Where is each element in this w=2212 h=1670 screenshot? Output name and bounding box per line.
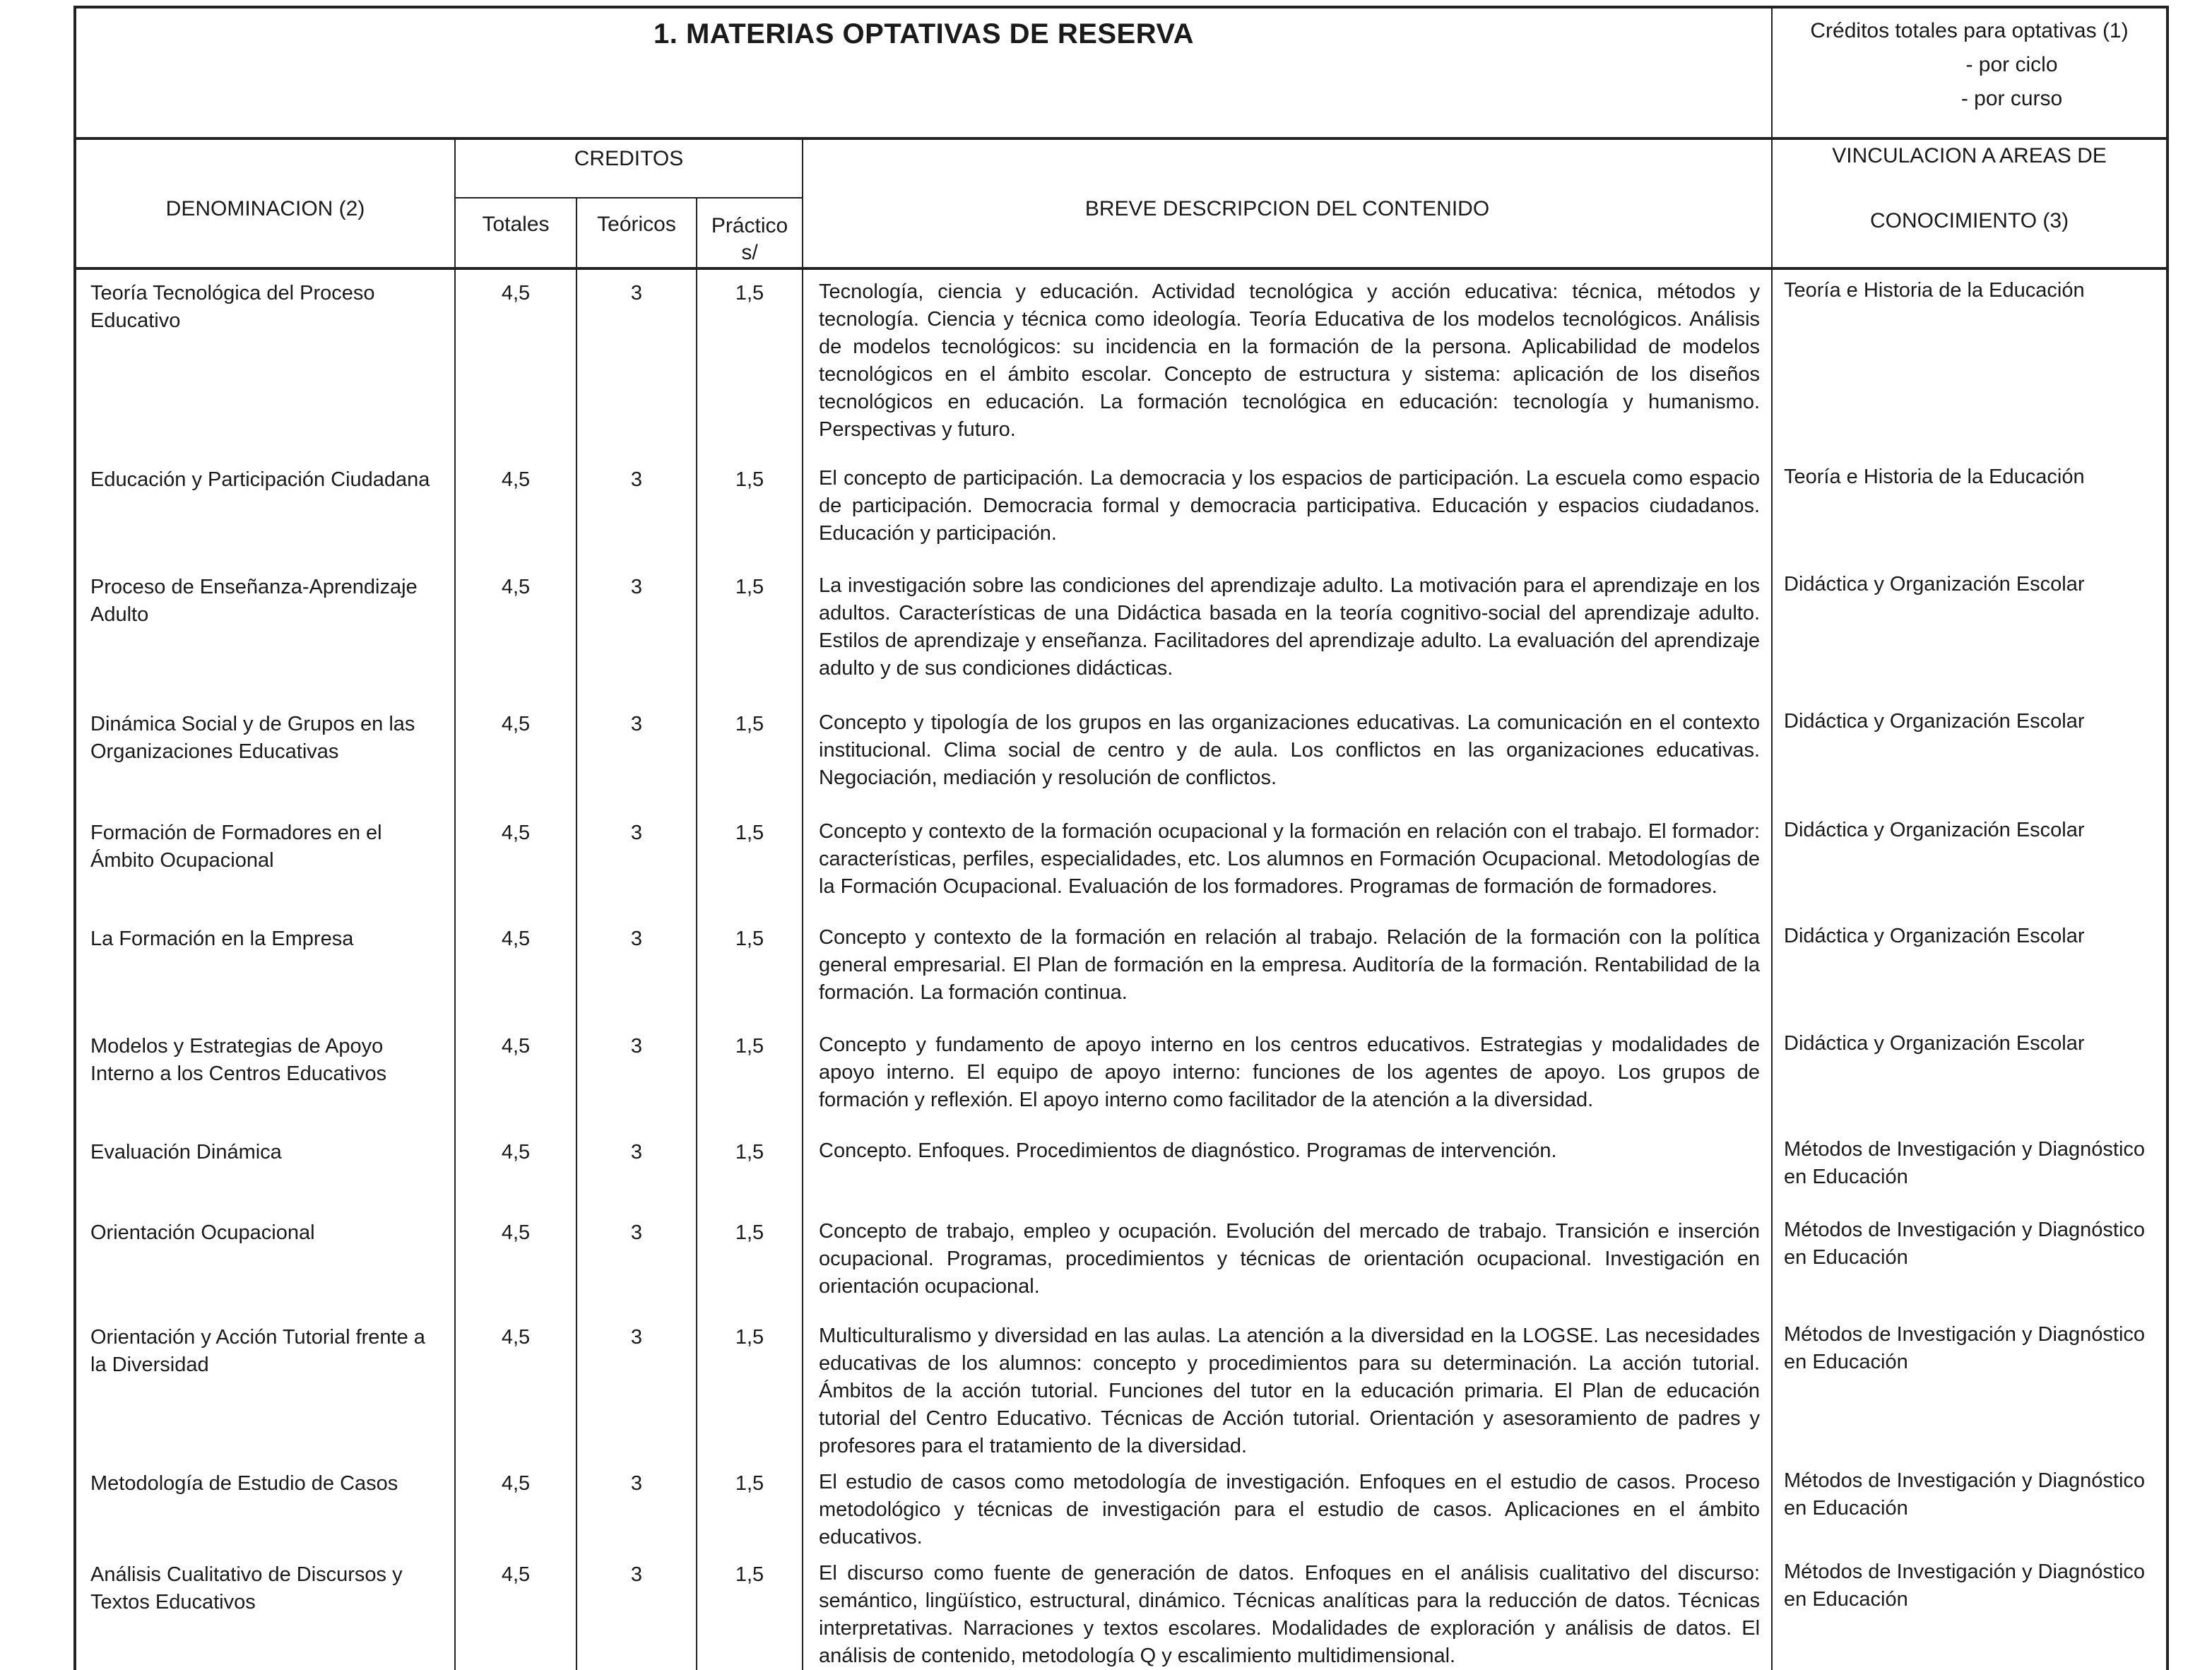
credits-total: 4,5 <box>455 1129 576 1209</box>
knowledge-area: Didáctica y Organización Escolar <box>1772 1023 2167 1129</box>
table-row <box>75 1023 2167 1129</box>
subject-name: Formación de Formadores en el Ámbito Ocupacional <box>75 810 455 916</box>
col-teoricos: Teóricos <box>576 198 697 268</box>
per-course-label: - por curso <box>1960 87 2063 110</box>
subject-name: Dinámica Social y de Grupos en las Organizaciones Educativas <box>75 701 455 810</box>
knowledge-area: Teoría e Historia de la Educación <box>1772 268 2167 456</box>
credits-theory: 3 <box>576 1551 697 1670</box>
credits-total: 4,5 <box>455 268 576 456</box>
col-vinculacion-line1: VINCULACION A AREAS DE <box>1832 144 2107 167</box>
knowledge-area: Métodos de Investigación y Diagnóstico en Educación <box>1772 1129 2167 1209</box>
content-description: Concepto y tipología de los grupos en las organizaciones educativas. La comunicación en el contexto institucional. Clima social de centro y de aula. Los conflictos en las organizaciones educativas. Negociación, mediación y resolución de conflictos. <box>803 701 1772 810</box>
subject-name: Metodología de Estudio de Casos <box>75 1460 455 1551</box>
credits-practice: 1,5 <box>697 456 803 564</box>
col-practicos: Práctico s/ <box>697 198 803 268</box>
knowledge-area: Didáctica y Organización Escolar <box>1772 916 2167 1023</box>
credits-practice: 1,5 <box>697 810 803 916</box>
knowledge-area: Didáctica y Organización Escolar <box>1772 701 2167 810</box>
credits-total: 4,5 <box>455 564 576 701</box>
content-description: Concepto y fundamento de apoyo interno en los centros educativos. Estrategias y modalidades de apoyo interno. El equipo de apoyo interno: funciones de los agentes de apoyo. Los grupos de formación y reflexión. El apoyo interno como facilitador de la atención a la diversidad. <box>803 1023 1772 1129</box>
table-row <box>75 810 2167 916</box>
credits-practice: 1,5 <box>697 1209 803 1314</box>
knowledge-area: Didáctica y Organización Escolar <box>1772 564 2167 701</box>
per-cycle-label: - por ciclo <box>1965 53 2058 76</box>
header-row-1 <box>75 138 2167 198</box>
table-row <box>75 268 2167 456</box>
content-description: Concepto de trabajo, empleo y ocupación. Evolución del mercado de trabajo. Transición e inserción ocupacional. Programas, procedimientos y técnicas de orientación ocupacional. Investigación en orientación ocupacional. <box>803 1209 1772 1314</box>
col-creditos: CREDITOS <box>455 138 803 198</box>
content-description: Concepto y contexto de la formación en relación al trabajo. Relación de la formación con la política general empresarial. El Plan de formación en la empresa. Auditoría de la formación. Rentabilidad de la formación. La formación continua. <box>803 916 1772 1023</box>
optativas-table <box>73 6 2169 1670</box>
credits-total-box <box>1772 7 2167 138</box>
subject-name: Proceso de Enseñanza-Aprendizaje Adulto <box>75 564 455 701</box>
knowledge-area: Didáctica y Organización Escolar <box>1772 810 2167 916</box>
credits-theory: 3 <box>576 1314 697 1460</box>
col-descripcion: BREVE DESCRIPCION DEL CONTENIDO <box>803 138 1772 268</box>
col-denominacion: DENOMINACION (2) <box>75 138 455 268</box>
credits-theory: 3 <box>576 456 697 564</box>
table-row <box>75 1460 2167 1551</box>
credits-theory: 3 <box>576 1460 697 1551</box>
credits-practice: 1,5 <box>697 268 803 456</box>
credits-total: 4,5 <box>455 1023 576 1129</box>
table-row <box>75 1314 2167 1460</box>
credits-practice: 1,5 <box>697 1023 803 1129</box>
table-row <box>75 916 2167 1023</box>
content-description: Concepto y contexto de la formación ocupacional y la formación en relación con el trabajo. El formador: características, perfiles, especialidades, etc. Los alumnos en Formación Ocupacional. Metodologías de la Formación Ocupacional. Evaluación de los formadores. Programas de formación de formadores. <box>803 810 1772 916</box>
table-title: 1. MATERIAS OPTATIVAS DE RESERVA <box>75 7 1772 138</box>
credits-practice: 1,5 <box>697 1314 803 1460</box>
content-description: El estudio de casos como metodología de investigación. Enfoques en el estudio de casos. Proceso metodológico y técnicas de investigación para el estudio de casos. Aplicaciones en el ámbito educativos. <box>803 1460 1772 1551</box>
content-description: El concepto de participación. La democracia y los espacios de participación. La escuela como espacio de participación. Democracia formal y democracia participativa. Educación y espacios ciudadanos. Educación y participación. <box>803 456 1772 564</box>
credits-theory: 3 <box>576 1023 697 1129</box>
subject-name: Evaluación Dinámica <box>75 1129 455 1209</box>
credits-theory: 3 <box>576 810 697 916</box>
credits-practice: 1,5 <box>697 701 803 810</box>
credits-total: 4,5 <box>455 1460 576 1551</box>
credits-practice: 1,5 <box>697 1460 803 1551</box>
subject-name: Educación y Participación Ciudadana <box>75 456 455 564</box>
credits-total: 4,5 <box>455 1209 576 1314</box>
credits-theory: 3 <box>576 1209 697 1314</box>
subject-name: Análisis Cualitativo de Discursos y Textos Educativos <box>75 1551 455 1670</box>
credits-total: 4,5 <box>455 456 576 564</box>
subject-name: Orientación Ocupacional <box>75 1209 455 1314</box>
subject-name: La Formación en la Empresa <box>75 916 455 1023</box>
knowledge-area: Teoría e Historia de la Educación <box>1772 456 2167 564</box>
credits-practice: 1,5 <box>697 916 803 1023</box>
credits-theory: 3 <box>576 1129 697 1209</box>
knowledge-area: Métodos de Investigación y Diagnóstico en Educación <box>1772 1460 2167 1551</box>
table-row <box>75 1551 2167 1670</box>
credits-practice: 1,5 <box>697 1551 803 1670</box>
content-description: El discurso como fuente de generación de datos. Enfoques en el análisis cualitativo del discurso: semántico, lingüístico, estructural, dinámico. Técnicas analíticas para la reducción de datos. Técnicas interpretativas. Narraciones y textos escolares. Modalidades de exploración y análisis de datos. El análisis de contenido, metodología Q y escalimiento multidimensional. <box>803 1551 1772 1670</box>
credits-total: 4,5 <box>455 916 576 1023</box>
content-description: Multiculturalismo y diversidad en las aulas. La atención a la diversidad en la LOGSE. Las necesidades educativas de los alumnos: concepto y procedimientos para su determinación. La acción tutorial. Ámbitos de la acción tutorial. Funciones del tutor en la educación primaria. El Plan de educación tutorial del Centro Educativo. Técnicas de Acción tutorial. Orientación y asesoramiento de padres y profesores para el tratamiento de la diversidad. <box>803 1314 1772 1460</box>
content-description: Tecnología, ciencia y educación. Actividad tecnológica y acción educativa: técnica, métodos y tecnología. Ciencia y técnica como ideología. Teoría Educativa de los modelos tecnológicos. Análisis de modelos tecnológicos: su incidencia en la formación de la persona. Aplicabilidad de modelos tecnológicos en el ámbito escolar. Concepto de estructura y sistema: aplicación de los diseños tecnológicos en educación. La formación tecnológica en educación: tecnología y humanismo. Perspectivas y futuro. <box>803 268 1772 456</box>
credits-total: 4,5 <box>455 701 576 810</box>
credits-practice: 1,5 <box>697 1129 803 1209</box>
col-vinculacion-line2: CONOCIMIENTO (3) <box>1869 209 2069 232</box>
table-row <box>75 701 2167 810</box>
table-row <box>75 564 2167 701</box>
credits-theory: 3 <box>576 701 697 810</box>
credits-theory: 3 <box>576 916 697 1023</box>
table-row <box>75 1129 2167 1209</box>
table-row <box>75 456 2167 564</box>
credits-total: 4,5 <box>455 810 576 916</box>
col-totales: Totales <box>455 198 576 268</box>
subject-name: Orientación y Acción Tutorial frente a la Diversidad <box>75 1314 455 1460</box>
credits-theory: 3 <box>576 268 697 456</box>
credits-total-label: Créditos totales para optativas (1) <box>1810 19 2129 42</box>
table-row <box>75 1209 2167 1314</box>
subject-name: Teoría Tecnológica del Proceso Educativo <box>75 268 455 456</box>
knowledge-area: Métodos de Investigación y Diagnóstico en Educación <box>1772 1209 2167 1314</box>
credits-practice: 1,5 <box>697 564 803 701</box>
subject-name: Modelos y Estrategias de Apoyo Interno a los Centros Educativos <box>75 1023 455 1129</box>
title-row <box>75 7 2167 138</box>
credits-total: 4,5 <box>455 1551 576 1670</box>
knowledge-area: Métodos de Investigación y Diagnóstico en Educación <box>1772 1314 2167 1460</box>
content-description: Concepto. Enfoques. Procedimientos de diagnóstico. Programas de intervención. <box>803 1129 1772 1209</box>
knowledge-area: Métodos de Investigación y Diagnóstico en Educación <box>1772 1551 2167 1670</box>
content-description: La investigación sobre las condiciones del aprendizaje adulto. La motivación para el aprendizaje en los adultos. Características de una Didáctica basada en la teoría cognitivo-social del aprendizaje adulto. Estilos de aprendizaje y enseñanza. Facilitadores del aprendizaje adulto. La evaluación del aprendizaje adulto y de sus condiciones didácticas. <box>803 564 1772 701</box>
credits-theory: 3 <box>576 564 697 701</box>
credits-total: 4,5 <box>455 1314 576 1460</box>
col-vinculacion <box>1772 138 2167 268</box>
